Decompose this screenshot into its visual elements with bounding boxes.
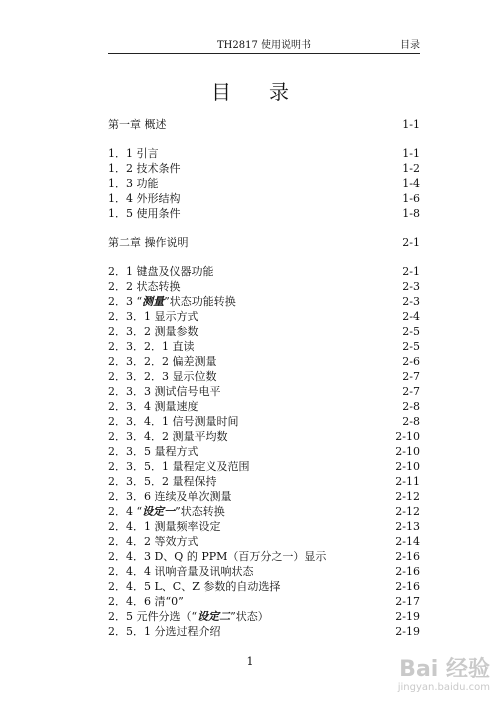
toc-entry-page: 2-4 [402, 310, 420, 323]
toc-entry-label: 2．3．4．2 测量平均数 [108, 430, 228, 443]
toc-entry-label: 2．3．2 测量参数 [108, 325, 199, 338]
toc-entry-label: 2．5 元件分选（“设定二”状态） [108, 610, 269, 623]
toc-entry-page: 2-3 [402, 280, 420, 293]
toc-entry-label: 第二章 操作说明 [108, 236, 189, 249]
watermark-url: jingyan.baidu.com [397, 682, 490, 693]
toc-entry [108, 294, 420, 309]
toc-entry [108, 339, 420, 354]
toc-entry [108, 206, 420, 221]
section-name: 目录 [400, 40, 420, 51]
toc-entry-label: 2．4．2 等效方式 [108, 535, 199, 548]
toc-entry-page: 1-1 [402, 147, 420, 160]
toc-entry [108, 609, 420, 624]
toc-entry [108, 624, 420, 639]
toc-entry [108, 264, 420, 279]
toc-entry [108, 279, 420, 294]
toc-entry [108, 324, 420, 339]
toc-entry [108, 146, 420, 161]
toc-entry [108, 369, 420, 384]
toc-entry-page: 1-6 [402, 192, 420, 205]
toc-entry-label: 2．5．1 分选过程介绍 [108, 625, 221, 638]
toc-entry-page: 2-17 [395, 595, 420, 608]
toc-entry [108, 176, 420, 191]
toc-entry-page: 2-11 [395, 475, 420, 488]
toc-entry-page: 2-19 [395, 610, 420, 623]
toc-entry-page: 2-6 [402, 355, 420, 368]
toc-entry-label: 2．4．6 清“0” [108, 595, 184, 608]
toc-entry-page: 2-5 [402, 340, 420, 353]
toc-entry [108, 564, 420, 579]
toc-entry [108, 429, 420, 444]
toc-entry-label: 2．3．6 连续及单次测量 [108, 490, 232, 503]
toc-title: 目录 [211, 80, 327, 104]
toc-entry [108, 534, 420, 549]
toc-entry [108, 504, 420, 519]
toc-entry-page: 2-1 [402, 265, 420, 278]
page-number: 1 [246, 655, 254, 668]
toc-entry-label: 2．3．4 测量速度 [108, 400, 199, 413]
toc-entry-page: 2-10 [395, 460, 420, 473]
toc-entry-label: 2．2 状态转换 [108, 280, 181, 293]
toc-entry-page: 2-12 [395, 490, 420, 503]
toc-entry-page: 2-3 [402, 295, 420, 308]
toc-entry [108, 444, 420, 459]
toc-entry-page: 2-14 [395, 535, 420, 548]
toc-entry-label: 2．3 “测量”状态功能转换 [108, 295, 236, 308]
toc-entry-page: 2-10 [395, 430, 420, 443]
toc-entry-label: 2．3．5．1 量程定义及范围 [108, 460, 250, 473]
toc-entry-page: 2-5 [402, 325, 420, 338]
toc-entry-page: 2-16 [395, 550, 420, 563]
toc-entry-label: 2．4．3 D、Q 的 PPM（百万分之一）显示 [108, 550, 327, 563]
page-header [108, 39, 420, 54]
toc-entry-page: 2-16 [395, 580, 420, 593]
watermark [370, 658, 490, 696]
toc-entry-label: 2．3．1 显示方式 [108, 310, 199, 323]
toc-entry-page: 2-10 [395, 445, 420, 458]
toc-entry-page: 2-13 [395, 520, 420, 533]
toc-entry [108, 191, 420, 206]
toc-entry-page: 2-16 [395, 565, 420, 578]
toc-entry-page: 1-8 [402, 207, 420, 220]
toc-entry-label: 2．3．5 量程方式 [108, 445, 199, 458]
toc-entry-label: 第一章 概述 [108, 118, 167, 131]
toc-entry [108, 489, 420, 504]
toc-entry [108, 161, 420, 176]
toc-entry [108, 459, 420, 474]
state-name: 测量 [142, 295, 165, 308]
toc-entry-label: 2．3．4．1 信号测量时间 [108, 415, 239, 428]
toc-entry [108, 384, 420, 399]
toc-entry [108, 309, 420, 324]
toc-entry-label: 2．4．1 测量频率设定 [108, 520, 221, 533]
toc-entry-page: 1-4 [402, 177, 420, 190]
toc-entry [108, 414, 420, 429]
toc-entry-label: 2．3．5．2 量程保持 [108, 475, 217, 488]
toc-entry-page: 2-8 [402, 400, 420, 413]
toc-entry-page: 2-19 [395, 625, 420, 638]
toc-entry-label: 1．1 引言 [108, 147, 159, 160]
toc-entry-page: 1-2 [402, 162, 420, 175]
toc-entry-page: 2-12 [395, 505, 420, 518]
toc-entry [108, 549, 420, 564]
toc-entry-page: 2-7 [402, 370, 420, 383]
toc-entry [108, 117, 420, 132]
state-name: 设定一 [142, 505, 176, 518]
toc-entry-label: 2．4．4 讯响音量及讯响状态 [108, 565, 254, 578]
toc-entry-page: 1-1 [402, 118, 420, 131]
toc-entry-label: 2．3．3 测试信号电平 [108, 385, 221, 398]
toc-entry-page: 2-7 [402, 385, 420, 398]
toc-entry [108, 594, 420, 609]
watermark-logo: Bai 经验 [399, 657, 490, 682]
toc-entry-label: 2．3．2．2 偏差测量 [108, 355, 217, 368]
toc-entry [108, 399, 420, 414]
toc-entry-label: 1．5 使用条件 [108, 207, 181, 220]
toc-entry-label: 2．4．5 L、C、Z 参数的自动选择 [108, 580, 281, 593]
toc-entry-page: 2-8 [402, 415, 420, 428]
toc-entry-label: 1．3 功能 [108, 177, 159, 190]
toc-entry-label: 2．4 “设定一”状态转换 [108, 505, 225, 518]
toc-entry-label: 1．4 外形结构 [108, 192, 181, 205]
toc-entry-label: 2．3．2．1 直读 [108, 340, 195, 353]
toc-entry-label: 2．1 键盘及仪器功能 [108, 265, 214, 278]
toc-entry-label: 2．3．2．3 显示位数 [108, 370, 217, 383]
toc-entry [108, 474, 420, 489]
document-title: TH2817 使用说明书 [216, 40, 312, 51]
toc-entry [108, 235, 420, 250]
toc-entry-page: 2-1 [402, 236, 420, 249]
toc-entry-label: 1．2 技术条件 [108, 162, 181, 175]
state-name: 设定二 [197, 610, 231, 623]
toc-entry [108, 519, 420, 534]
toc-entry [108, 354, 420, 369]
toc-entry [108, 579, 420, 594]
